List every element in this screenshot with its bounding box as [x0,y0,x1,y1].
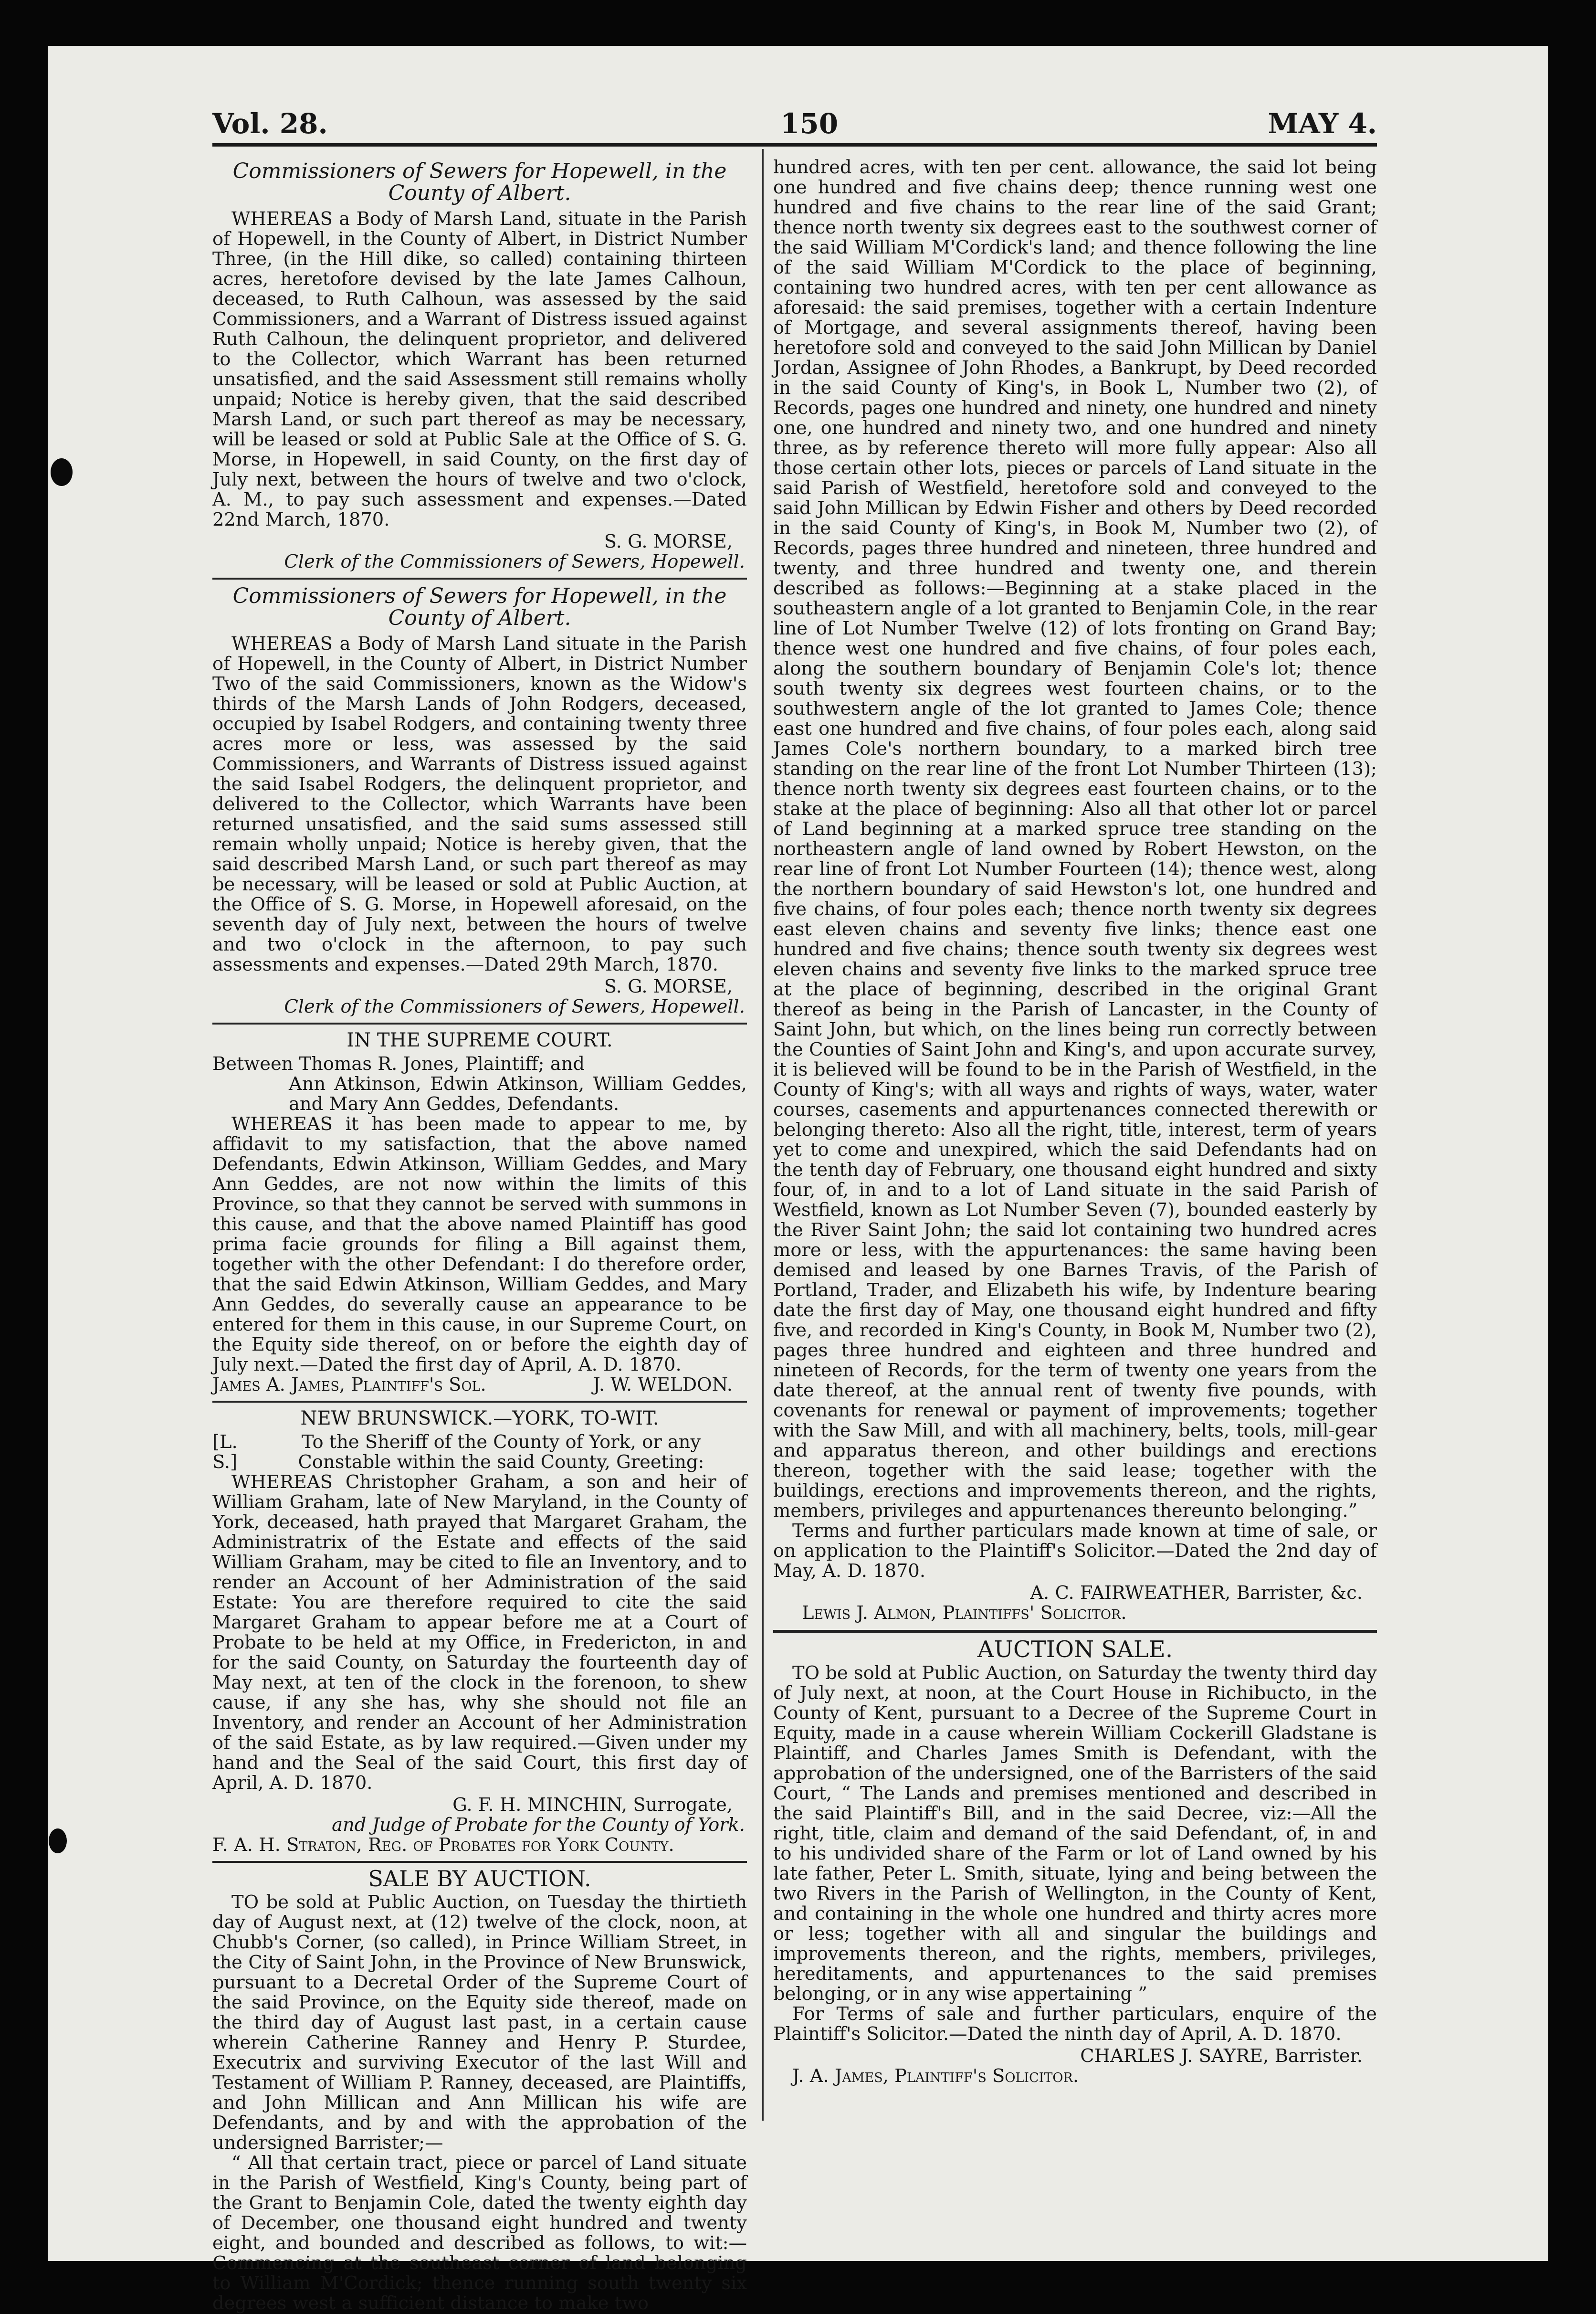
notice-sewers-rodgers [212,585,747,1017]
divider [212,1861,747,1863]
notice-body: WHEREAS a Body of Marsh Land, situate in the Parish of Hopewell, in the County of Albert, in District Number Three, (in the Hill dike, so called) containing thirteen acres, heretofore devised by the late James Calhoun, deceased, to Ruth Calhoun, was assessed by the said Commissioners, and a Warrant of Distress issued against Ruth Calhoun, the delinquent proprietor, and delivered to the Collector, which Warrant has been returned unsatisfied, and the said Assessment still remains wholly unpaid; Notice is hereby given, that the said described Marsh Land, or such part thereof as may be necessary, will be leased or sold at Public Sale at the Office of S. G. Morse, in Hopewell, in said County, on the first day of July next, between the hours of twelve and two o'clock, A. M., to pay such assessment and expenses.—Dated 22nd March, 1870. [212,208,747,530]
notice-body: WHEREAS it has been made to appear to me, by affidavit to my satisfaction, that the above named Defendants, Edwin Atkinson, William Geddes, and Mary Ann Geddes, are not now within the limits of this Province, so that they cannot be served with summons in this cause, and that the above named Plaintiff has good prima facie grounds for filing a Bill against them, together with the other Defendant: I do therefore order, that the said Edwin Atkinson, William Geddes, and Mary Ann Geddes, do severally cause an appearance to be entered for them in this cause, in our Supreme Court, on the Equity side thereof, on or before the eighth day of July next.—Dated the first day of April, A. D. 1870. [212,1113,747,1375]
notice-supreme-court [212,1030,747,1395]
notice-body: WHEREAS Christopher Graham, a son and heir of William Graham, late of New Maryland, in the County of York, deceased, hath prayed that Margaret Graham, the Administratrix of the Estate and effects of the said William Graham, may be cited to file an Inventory, and to render an Account of her Administration of the said Estate: You are therefore required to cite the said Margaret Graham to appear before me at a Court of Probate to be held at my Office, in Fredericton, in and for the said County, on Saturday the fourteenth day of May next, at ten of the clock in the forenoon, to shew cause, if any she has, why she should not file an Inventory, and render an Account of her Administration of the said Estate, as by law required.—Given under my hand and the Seal of the said Court, this first day of April, A. D. 1870. [212,1471,747,1794]
notice-heading: NEW BRUNSWICK.—YORK, TO-WIT. [300,1407,659,1429]
signature-row [212,1375,747,1395]
notice-title: Commissioners of Sewers for Hopewell, in the County of Albert. [232,159,727,205]
divider [212,578,747,580]
ink-blot [51,458,73,486]
parties-defendants: Ann Atkinson, Edwin Atkinson, William Geddes, and Mary Ann Geddes, Defendants. [289,1073,747,1115]
seal-mark: [L. S.] [212,1431,238,1473]
solicitor: Lewis J. Almon, Plaintiffs' Solicitor. [802,1602,1127,1624]
property-description-continued: hundred acres, with ten per cent. allowance, the said lot being one hundred and five chains deep; thence running west one hundred and five chains to the rear line of the said Grant; thence north twenty six degrees east to the southwest corner of the said William M'Cordick's land; and thence following the line of the said William M'Cordick to the place of beginning, containing two hundred acres, with ten per cent allowance as aforesaid: the said premises, together with a certain Indenture of Mortgage, and several assignments thereof, having been heretofore sold and conveyed to the said John Millican by Daniel Jordan, Assignee of John Rhodes, a Bankrupt, by Deed recorded in the said County of King's, in Book L, Number two (2), of Records, pages one hundred and ninety, one hundred and ninety one, one hundred and ninety two, and one hundred and ninety three, as by reference thereto will more fully appear: Also all those certain other lots, pieces or parcels of Land situate in the said Parish of Westfield, heretofore sold and conveyed to the said John Millican by Edwin Fisher and others by Deed recorded in the said County of King's, in Book M, Number two (2), of Records, pages three hundred and nineteen, three hundred and twenty, and three hundred and twenty one, and therein described as follows:—Beginning at a stake placed in the southeastern angle of a lot granted to Benjamin Cole, in the rear line of Lot Number Twelve (12) of lots fronting on Grand Bay; thence west one hundred and five chains, of four poles each, along the southern boundary of Benjamin Cole's lot; thence south twenty six degrees west fourteen chains, or to the southwestern angle of the lot granted to James Cole; thence east one hundred and five chains, of four poles each, along said James Cole's northern boundary, to a marked birch tree standing on the rear line of the front Lot Number Thirteen (13); thence north twenty six degrees east fourteen chains, or to the stake at the place of beginning: Also all that other lot or parcel of Land beginning at a marked spruce tree standing on the northeastern angle of land owned by Robert Hewston, on the rear line of front Lot Number Fourteen (14); thence west, along the northern boundary of said Hewston's lot, one hundred and five chains, of four poles each; thence north twenty six degrees east eleven chains and seventy five links; thence east one hundred and five chains; thence south twenty six degrees west eleven chains and seventy five links to the marked spruce tree at the place of beginning, described in the original Grant thereof as being in the Parish of Lancaster, in the County of Saint John, but which, on the lines being run correctly between the Counties of Saint John and King's, and upon accurate survey, it is believed will be found to be in the Parish of Westfield, in the County of King's; with all ways and rights of ways, water, water courses, casements and appurtenances connected therewith or belonging thereto: Also all the right, title, interest, term of years yet to come and unexpired, which the said Defendants had on the tenth day of February, one thousand eight hundred and sixty four, of, in and to a lot of Land situate in the said Parish of Westfield, known as Lot Number Seven (7), bounded easterly by the River Saint John; the said lot containing two hundred acres more or less, with the appurtenances: the same having been demised and leased by one Barnes Travis, of the Parish of Portland, Trader, and Elizabeth his wife, by Indenture bearing date the first day of May, one thousand eight hundred and fifty five, and recorded in King's County, in Book M, Number two (2), pages three hundred and eighteen and three hundred and nineteen of Records, for the term of twenty one years from the date thereof, at the annual rent of twenty five pounds, with covenants for renewal or payment of improvements; together with the Saw Mill, and with all machinery, belts, tools, mill-gear and apparatus thereon, and other buildings and erections thereon, together with the said lease; together with the buildings, erections and improvements thereon, and the rights, members, privileges and appurtenances thereunto belonging.” [773,157,1377,1522]
signature: G. F. H. MINCHIN, Surrogate, [452,1794,733,1816]
solicitor: James A. James, Plaintiff's Sol. [212,1374,486,1395]
seal-row [212,1432,747,1472]
notice-auction-sale [773,1636,1377,2087]
notice-body: WHEREAS a Body of Marsh Land situate in the Parish of Hopewell, in the County of Albert, in District Number Two of the said Commissioners, known as the Widow's thirds of the Marsh Lands of John Rodgers, deceased, occupied by Isabel Rodgers, and containing twenty three acres more or less, was assessed by the said Commissioners, and Warrants of Distress issued against the said Isabel Rodgers, the delinquent proprietor, and delivered to the Collector, which Warrants have been returned unsatisfied, and the said sums assessed still remain wholly unpaid; Notice is hereby given, that the said described Marsh Land, or such part thereof as may be necessary, will be leased or sold at Public Auction, at the Office of S. G. Morse, in Hopewell aforesaid, on the seventh day of July next, between the hours of twelve and two o'clock in the afternoon, to pay such assessments and expenses.—Dated 29th March, 1870. [212,633,747,975]
page-number: 150 [780,107,839,140]
right-column [773,158,1377,2086]
left-column [212,158,747,2314]
notice-title: Commissioners of Sewers for Hopewell, in the County of Albert. [232,584,727,630]
issue-date: MAY 4. [1268,107,1377,140]
notice-sale-by-auction [212,1866,747,2314]
registrar: F. A. H. Straton, Reg. of Probates for York County. [212,1834,674,1856]
notice-heading: SALE BY AUCTION. [368,1866,591,1891]
volume-number: Vol. 28. [212,107,328,140]
notice-heading: IN THE SUPREME COURT. [346,1029,613,1051]
divider [212,1023,747,1025]
signature-title: and Judge of Probate for the County of York. [332,1814,745,1836]
divider [212,1401,747,1403]
divider [773,1630,1377,1633]
signature: S. G. MORSE, [604,531,733,552]
sale-terms: For Terms of sale and further particulars, enquire of the Plaintiff's Solicitor.—Dated the ninth day of April, A. D. 1870. [773,2003,1377,2045]
ink-blot [49,1828,67,1853]
solicitor: J. A. James, Plaintiff's Solicitor. [792,2065,1079,2087]
signature: S. G. MORSE, [604,976,733,997]
property-description: “ All that certain tract, piece or parcel of Land situate in the Parish of Westfield, King's County, being part of the Grant to Benjamin Cole, dated the twenty eighth day of December, one thousand eight hundred and twenty eight, and bounded and described as follows, to wit:—Commencing at the southeast corner of land belonging to William M'Cordick; thence running south twenty six degrees west a sufficient distance to make two [212,2152,747,2314]
barrister-signature: CHARLES J. SAYRE, Barrister. [1080,2045,1363,2067]
barrister-signature: A. C. FAIRWEATHER, Barrister, &c. [1030,1582,1363,1604]
page-header [212,107,1377,160]
signature-title: Clerk of the Commissioners of Sewers, Hopewell. [284,551,745,572]
parties-plaintiff: Between Thomas R. Jones, Plaintiff; and [212,1053,585,1075]
sale-terms: Terms and further particulars made known at time of sale, or on application to the Plaintiff's Solicitor.—Dated the 2nd day of May, A. D. 1870. [773,1520,1377,1582]
judge-signature: J. W. WELDON. [593,1374,733,1395]
column-divider [762,149,764,2121]
notice-probate-york [212,1408,747,1855]
notice-sewers-calhoun [212,160,747,572]
header-rule [212,143,1377,147]
signature-title: Clerk of the Commissioners of Sewers, Hopewell. [284,996,745,1017]
address-line: To the Sheriff of the County of York, or any Constable within the said County, Greeting: [298,1431,704,1473]
notice-body: TO be sold at Public Auction, on Saturday the twenty third day of July next, at noon, at the Court House in Richibucto, in the County of Kent, pursuant to a Decree of the Supreme Court in Equity, made in a cause wherein William Cockerill Gladstane is Plaintiff, and Charles James Smith is Defendant, with the approbation of the undersigned, one of the Barristers of the said Court, “ The Lands and premises mentioned and described in the said Plaintiff's Bill, and in the said Decree, viz:—All the right, title, claim and demand of the said Defendant, of, in and to his undivided share of the Farm or lot of Land owned by his late father, Peter L. Smith, situate, lying and being between the two Rivers in the Parish of Wellington, in the County of Kent, and containing in the whole one hundred and thirty acres more or less; together with all and singular the buildings and improvements thereon, and the rights, members, privileges, hereditaments, and appurtenances to the said premises belonging, or in any wise appertaining ” [773,1662,1377,2005]
notice-body: TO be sold at Public Auction, on Tuesday the thirtieth day of August next, at (12) twelve of the clock, noon, at Chubb's Corner, (so called), in Prince William Street, in the City of Saint John, in the Province of New Brunswick, pursuant to a Decretal Order of the Supreme Court of the said Province, on the Equity side thereof, made on the third day of August last past, in a certain cause wherein Catherine Ranney and Henry P. Sturdee, Executrix and surviving Executor of the last Will and Testament of William P. Ranney, deceased, are Plaintiffs, and John Millican and Ann Millican his wife are Defendants, and by and with the approbation of the undersigned Barrister;— [212,1891,747,2154]
notice-heading: AUCTION SALE. [977,1636,1173,1663]
